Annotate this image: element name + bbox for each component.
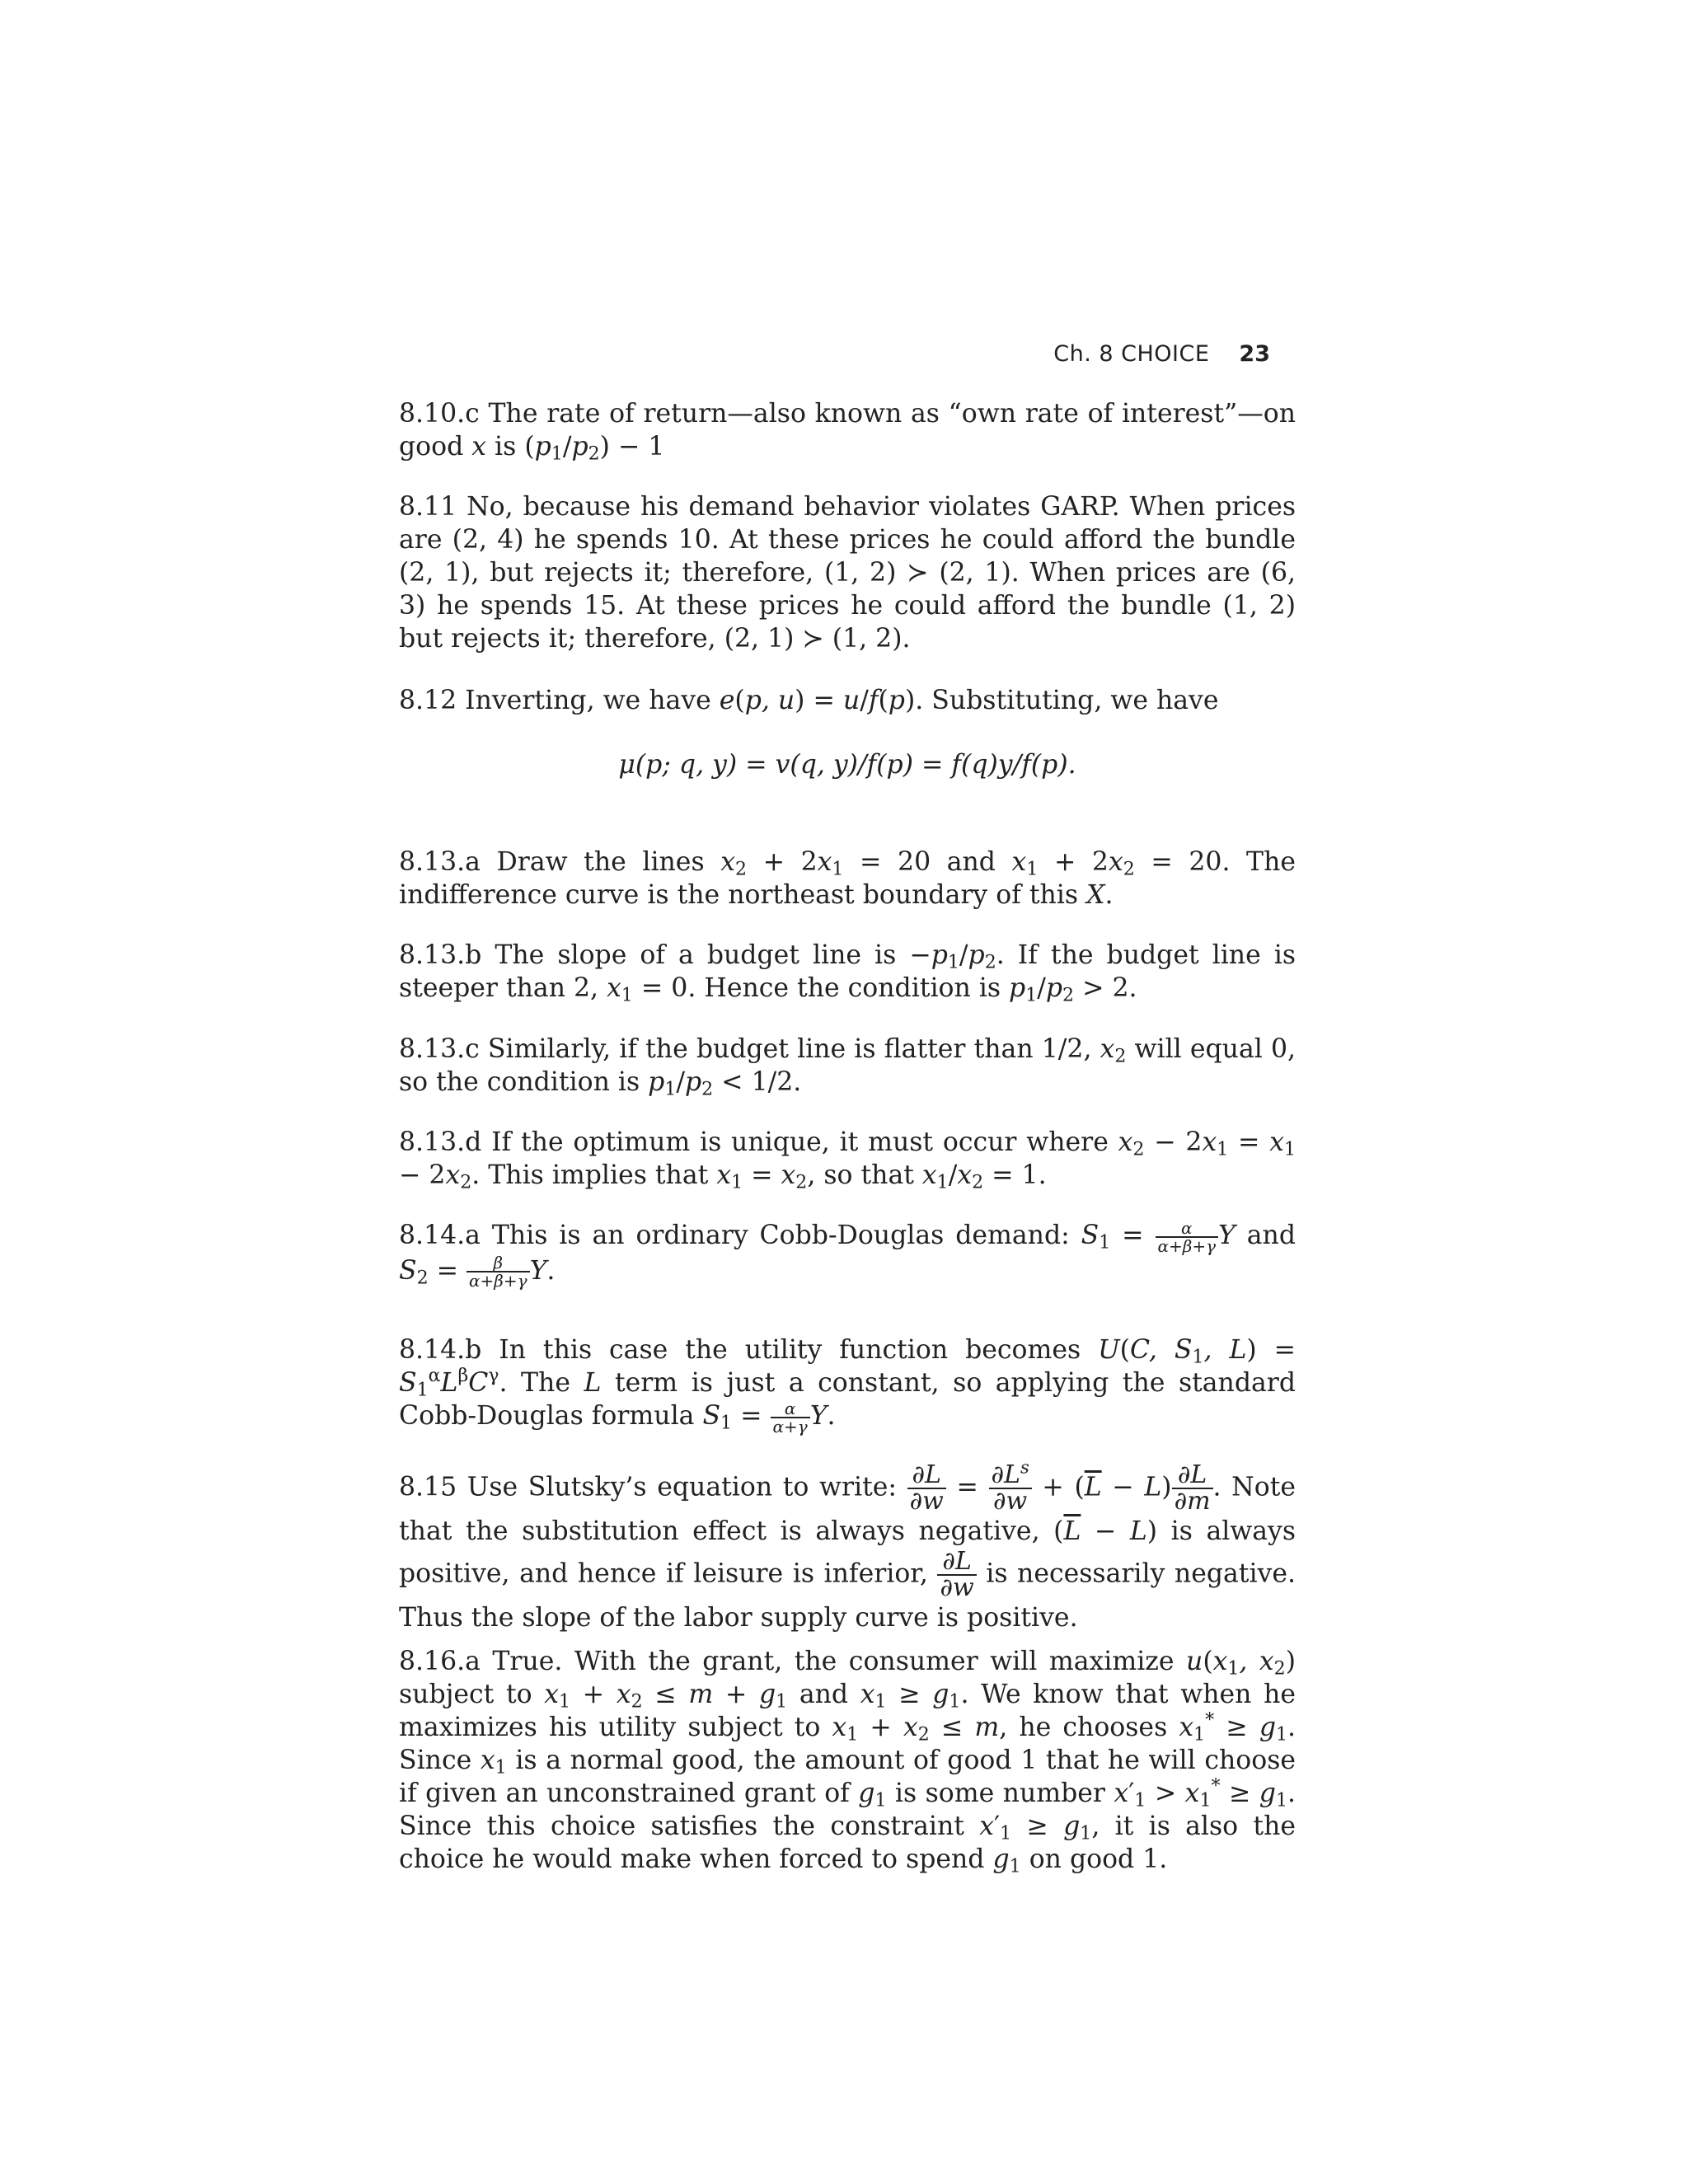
fraction: $\frac{\partial L^s}{\partial w}$: [989, 1463, 1032, 1514]
item-number: 8.14.b: [399, 1335, 482, 1365]
item-number: 8.13.d: [399, 1127, 482, 1157]
paragraph-8-16a: 8.16.a True. With the grant, the consumer will maximize $u(x_1$, $x_2$) subject to $x_1 + x_2 \le m + g_1$ and $x_1 \ge g_1$. We know that when he maximizes his utility subject to $x_1 + x_2 \le m$, he chooses $x_1^* \ge g_1$. Since $x_1$ is a normal good, the amount of good 1 that he will choose if given an unconstrained grant of $g_1$ is some number $x'_1 > x_1^* \ge g_1$. Since this choice satisfies the constraint $x'_1 \ge g_1$, it is also the choice he would make when forced to spend $g_1$ on good 1.: [399, 1647, 1296, 1877]
paragraph-8-15: 8.15 Use Slutsky’s equation to write: $\frac{\partial L}{\partial w}$ = $\frac{\partial L^s}{\partial w}$ + $(\overline{L} - L)$ $\frac{\partial L}{\partial m}$ . Note that the substitution effect is always negative, $(\overline{L} - L)$ is always positive, and hence if leisure is inferior, $\frac{\partial L}{\partial w}$ is necessarily negative. Thus the slope of the labor supply curve is positive.: [399, 1457, 1296, 1633]
paragraph-8-13b: 8.13.b The slope of a budget line is $-p_1/p_2$. If the budget line is steeper than 2, $x_1 = 0$. Hence the condition is $p_1/p_2 > 2$.: [399, 940, 1296, 1006]
fraction: $\frac{\alpha}{\alpha+\beta+\gamma}$: [1156, 1220, 1219, 1254]
item-number: 8.16.a: [399, 1647, 481, 1676]
paragraph-8-12: 8.12 Inverting, we have e(p, u) = u/f(p). Substituting, we have: [399, 686, 1219, 715]
chapter-title: Ch. 8 CHOICE: [1053, 340, 1210, 367]
paragraph-8-10c: 8.10.c The rate of return—also known as “own rate of interest”—on good x is $(p_1/p_2) - 1$: [399, 399, 1296, 465]
item-number: 8.14.a: [399, 1221, 481, 1250]
fraction: $\frac{\alpha}{\alpha+\gamma}$: [771, 1400, 810, 1435]
paragraph-8-13a: 8.13.a Draw the lines $x_2 + 2x_1 = 20$ and $x_1 + 2x_2 = 20$. The indifference curve is the northeast boundary of this X.: [399, 847, 1296, 910]
paragraph-8-11: 8.11 No, because his demand behavior violates GARP. When prices are (2, 4) he spends 10. At these prices he could afford the bundle (2, 1), but rejects it; therefore, (1, 2) ≻ (2, 1). When prices are (6, 3) he spends 15. At these prices he could afford the bundle (1, 2) but rejects it; therefore, (2, 1) ≻ (1, 2).: [399, 492, 1296, 654]
paragraph-8-13c: 8.13.c Similarly, if the budget line is flatter than 1/2, $x_2$ will equal 0, so the condition is $p_1/p_2 < 1/2$.: [399, 1034, 1296, 1100]
item-number: 8.13.b: [399, 940, 482, 970]
paragraph-8-13d: 8.13.d If the optimum is unique, it must occur where $x_2 - 2x_1 = x_1 - 2x_2$. This implies that $x_1 = x_2$, so that $x_1/x_2 = 1$.: [399, 1127, 1296, 1193]
fraction: $\frac{\beta}{\alpha+\beta+\gamma}$: [467, 1254, 530, 1289]
paragraph-8-14a: 8.14.a This is an ordinary Cobb-Douglas demand: $S_1$ = $\frac{\alpha}{\alpha+\beta+\gamma}$ Y and $S_2$ = $\frac{\beta}{\alpha+\beta+\gamma}$ Y.: [399, 1217, 1296, 1291]
item-number: 8.15: [399, 1472, 457, 1502]
fraction: $\frac{\partial L}{\partial w}$: [907, 1463, 946, 1514]
fraction: $\frac{\partial L}{\partial w}$: [937, 1549, 976, 1601]
item-number: 8.12: [399, 686, 457, 715]
item-number: 8.13.a: [399, 847, 481, 877]
equation-mu: μ(p; q, y) = v(q, y)/f(p) = f(q)y/f(p).: [618, 750, 1076, 780]
item-number: 8.11: [399, 492, 457, 522]
item-number: 8.13.c: [399, 1034, 480, 1064]
page-number: 23: [1239, 340, 1270, 367]
running-header: [1053, 333, 1270, 374]
item-number: 8.10.c: [399, 399, 480, 429]
paragraph-8-14b: 8.14.b In this case the utility function becomes U(C, $S_1$, $L) = S_1^\alpha L^\beta C^\gamma$. The L term is just a constant, so applying the standard Cobb-Douglas formula $S_1$ = $\frac{\alpha}{\alpha+\gamma}$ Y.: [399, 1335, 1296, 1436]
fraction: $\frac{\partial L}{\partial m}$: [1172, 1463, 1213, 1514]
